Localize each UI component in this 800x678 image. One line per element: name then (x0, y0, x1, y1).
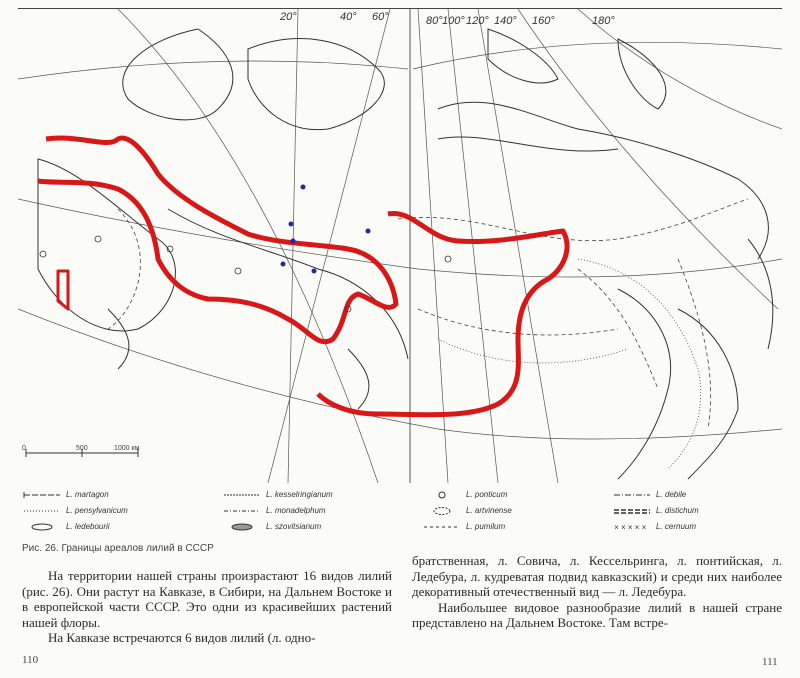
species-boundaries (108, 199, 748, 429)
cross-line-icon (612, 523, 652, 531)
figure-caption: Рис. 26. Границы ареалов лилий в СССР (22, 543, 214, 554)
legend-item (22, 490, 109, 499)
lon-label-180: 180° (592, 15, 615, 27)
dash-dot-line-icon (612, 491, 652, 499)
legend-item (22, 506, 128, 515)
map-legend (22, 490, 782, 538)
legend-label: L. monadelphum (266, 506, 326, 515)
legend-label: L. pensylvanicum (66, 506, 128, 515)
legend-item (422, 522, 505, 531)
page-number-left: 110 (22, 654, 39, 666)
text-column-right (412, 553, 782, 631)
legend-label: L. ponticum (466, 490, 508, 499)
short-dash-icon (422, 523, 462, 531)
locality-dot (289, 222, 294, 227)
dash-dot-icon (222, 507, 262, 515)
lon-label-60: 60° (372, 11, 389, 23)
lon-label-120: 120° (466, 15, 489, 27)
paragraph: братственная, л. Совича, л. Кессельринга, л. понтийская, л. Ледебура, л. кудреватая подвид кавказский) и среди них наиболее декоративный отечественный вид — л. Ледебура. (412, 553, 782, 599)
scale-label-end: 1000 км (114, 445, 140, 452)
scale-label-mid: 500 (76, 445, 88, 452)
range-outline-caucasus (58, 271, 68, 309)
legend-label: L. cernuum (656, 522, 697, 531)
paragraph: На Кавказе встречаются 6 видов лилий (л. одно- (48, 630, 316, 645)
legend-label: L. martagon (66, 490, 109, 499)
legend-item (222, 506, 326, 515)
lon-label-20: 20° (280, 11, 297, 23)
legend-label: L. debile (656, 490, 687, 499)
scale-label-start: 0 (22, 445, 26, 452)
legend-item (222, 522, 321, 531)
page-number-right: 111 (762, 656, 778, 668)
range-map (18, 8, 782, 483)
locality-dot (291, 239, 296, 244)
dash-arrow-icon (22, 491, 62, 499)
range-outlines (38, 138, 567, 415)
lon-label-160: 160° (532, 15, 555, 27)
legend-item (612, 506, 699, 515)
coastlines (38, 29, 773, 479)
legend-label: L. distichum (656, 506, 699, 515)
legend-item (612, 490, 686, 499)
circle-icon (422, 491, 462, 499)
locality-dot (366, 229, 371, 234)
dotted-line-icon (22, 507, 62, 515)
svg-text:× × × × ×: × × × × × (614, 522, 647, 531)
legend-item (612, 522, 696, 531)
paragraph: На территории нашей страны произрастают 16 видов лилий (рис. 26). Они растут на Кавказе, в Сибири, на Дальнем Востоке и в европейской части СССР. Это одни из красивейших растений нашей флоры. (22, 568, 392, 630)
range-outline-west (38, 138, 396, 342)
lon-label-140: 140° (494, 15, 517, 27)
legend-label: L. pumilum (466, 522, 506, 531)
locality-dot (281, 262, 286, 267)
legend-label: L. kesselringianum (266, 490, 333, 499)
dashed-circle-icon (422, 507, 462, 515)
text-column-left (22, 568, 392, 646)
lon-label-100: 100° (442, 15, 465, 27)
legend-label: L. artvinense (466, 506, 512, 515)
legend-item (22, 522, 110, 531)
legend-label: L. ledebourii (66, 522, 110, 531)
legend-item (422, 506, 512, 515)
lon-label-80: 80° (426, 15, 443, 27)
legend-item (422, 490, 507, 499)
ellipse-icon (22, 523, 62, 531)
double-dash-icon (612, 507, 652, 515)
lon-label-40: 40° (340, 11, 357, 23)
legend-label: L. szovitsianum (266, 522, 322, 531)
locality-dot (312, 269, 317, 274)
hatched-ellipse-icon (222, 523, 262, 531)
legend-item (222, 490, 333, 499)
paragraph: Наибольшее видовое разнообразие лилий в нашей стране представлено на Дальнем Востоке. Там встре- (412, 599, 782, 630)
locality-dot (301, 185, 306, 190)
map-drawing (18, 9, 782, 483)
cross-dots-icon (222, 491, 262, 499)
